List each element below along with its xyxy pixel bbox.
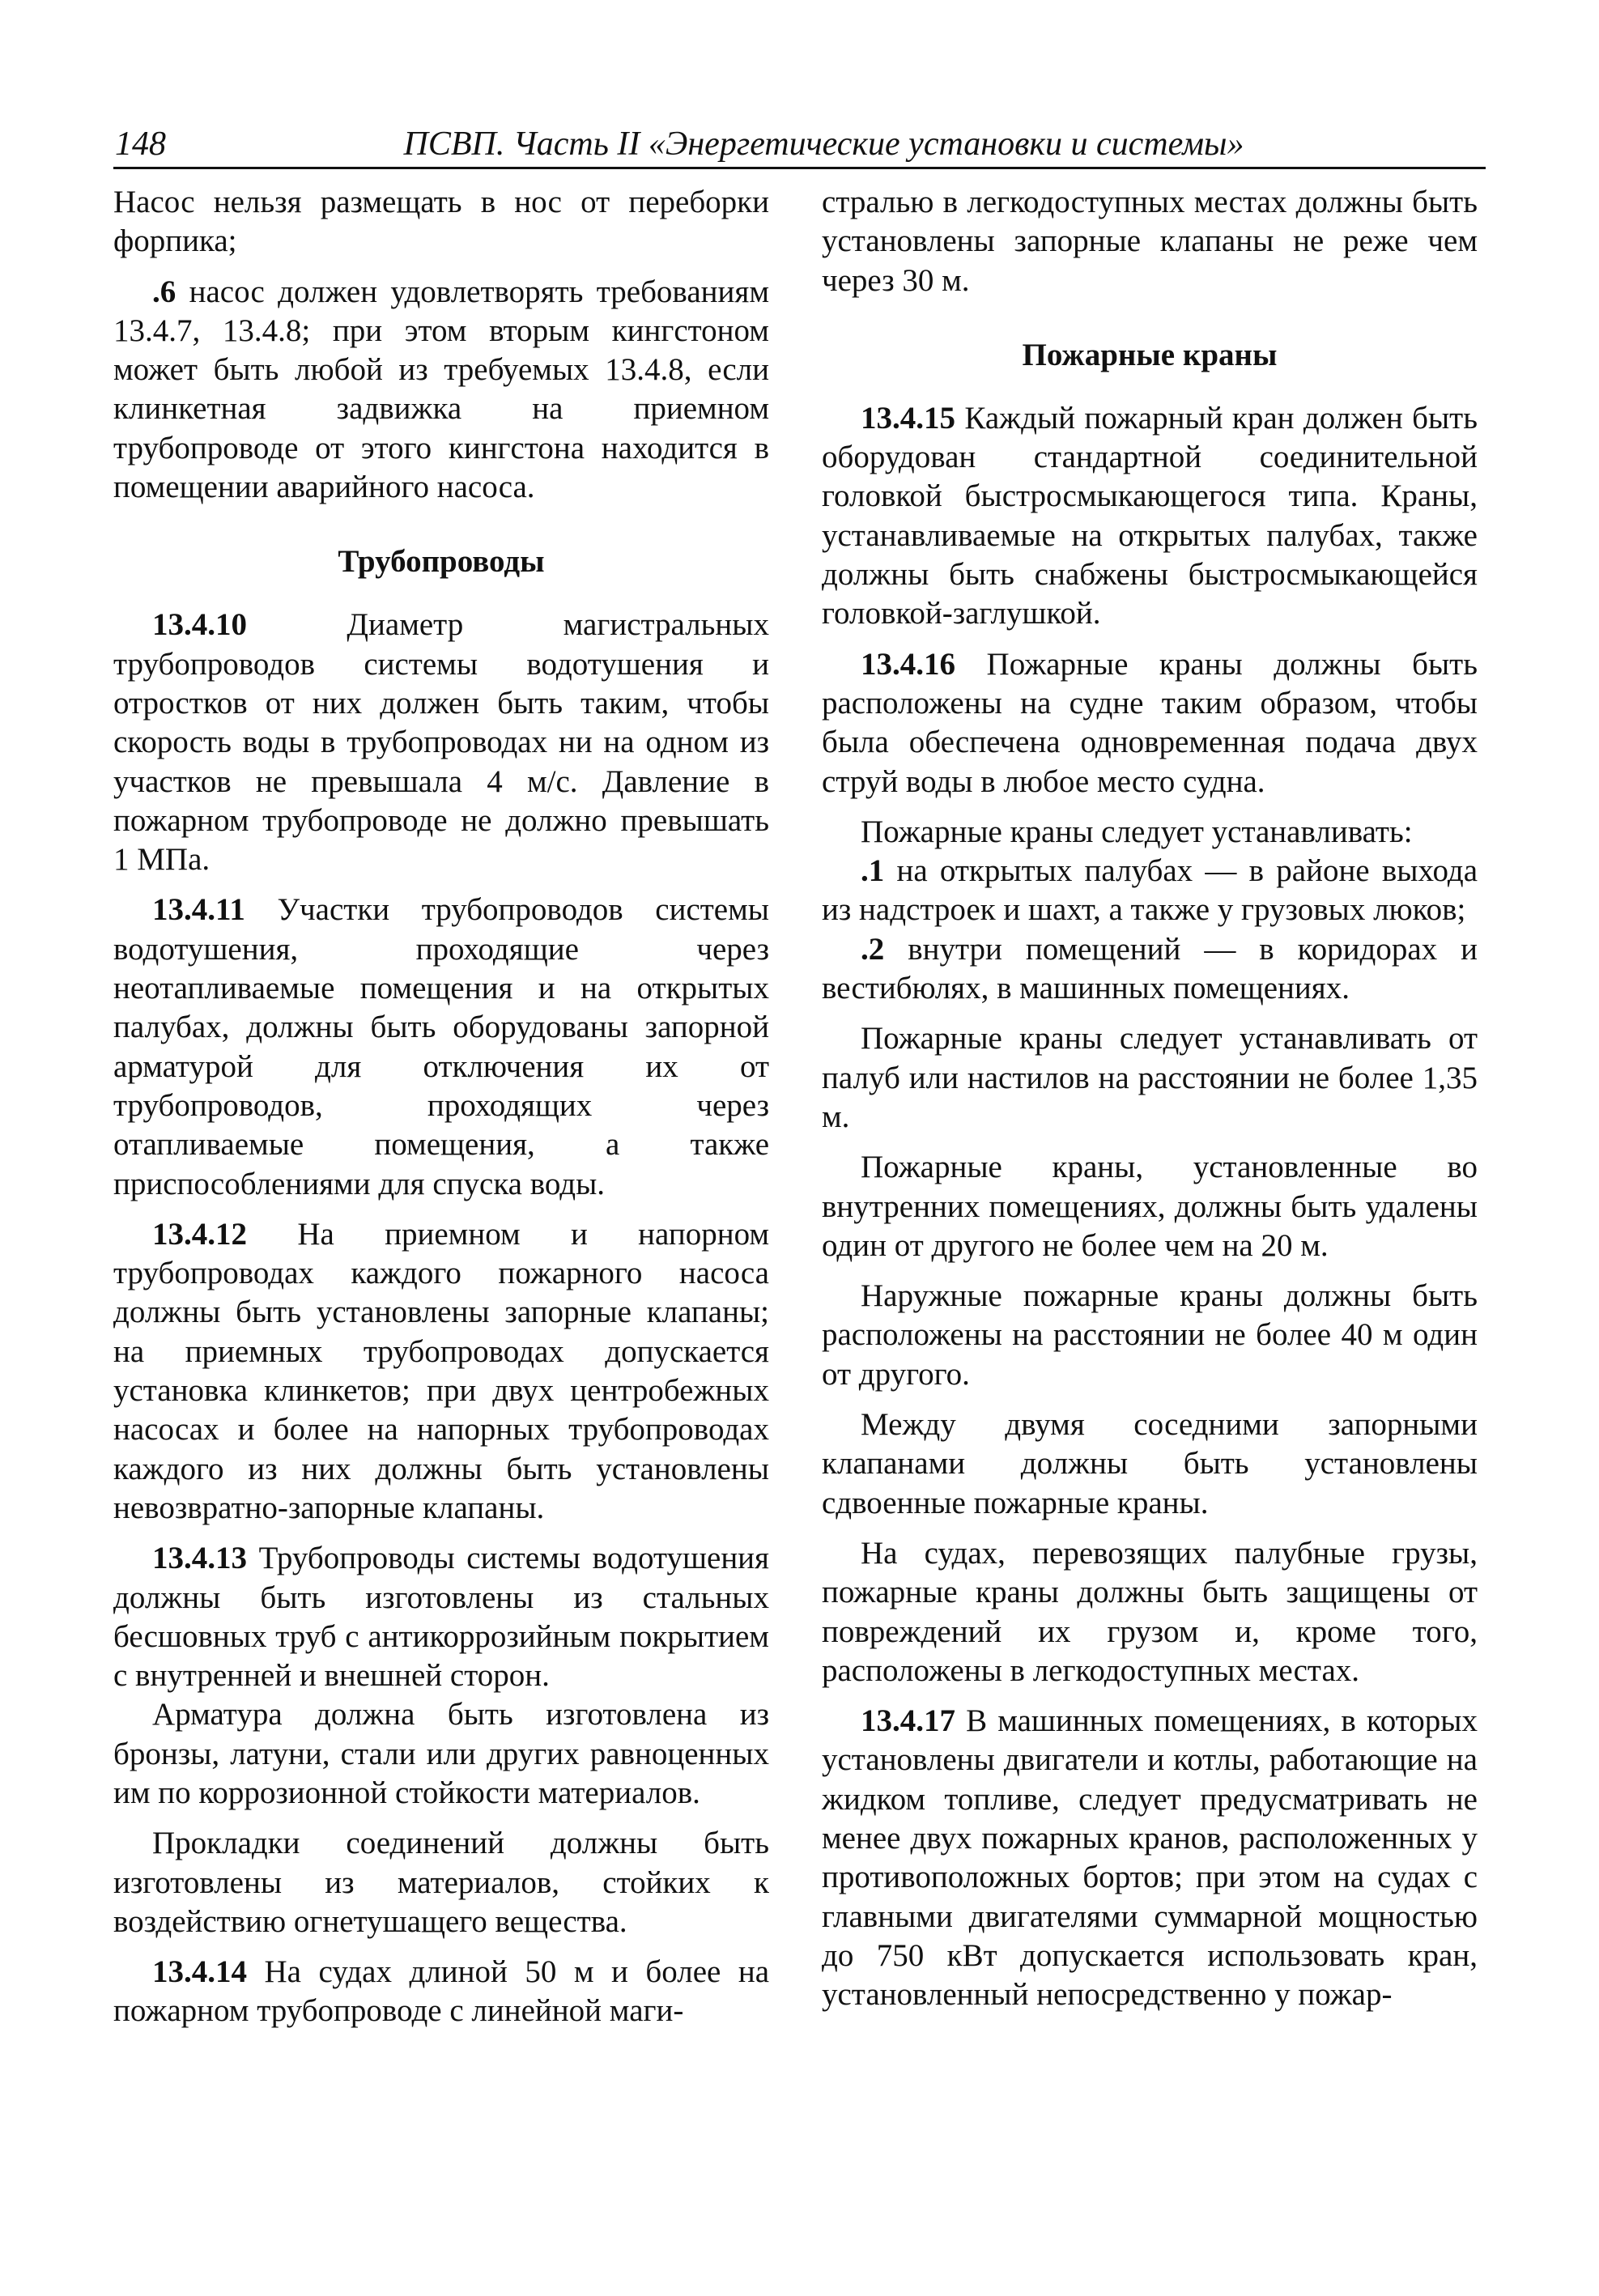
clause-text: Пожарные краны должны быть расположены на судне таким образом, чтобы была обеспечена одновременная подача двух струй воды в любое место судна. xyxy=(822,646,1478,799)
item-number: .1 xyxy=(861,853,885,889)
item-text: насос должен удовлетворять требованиям 13.4.7, 13.4.8; при этом вторым кингстоном может быть любой из требуемых 13.4.8, если клинкетная задвижка на приемном трубопроводе от этого кингстона находится в помещении аварийного насоса. xyxy=(113,274,769,505)
list-item-2 xyxy=(822,930,1478,1009)
clause-number: 13.4.15 xyxy=(861,400,955,436)
clause-13-4-10 xyxy=(113,606,769,879)
paragraph-external-spacing: Наружные пожарные краны должны быть расположены на расстоянии не более 40 м один от другого. xyxy=(822,1278,1478,1392)
clause-number: 13.4.11 xyxy=(152,892,245,928)
paragraph-pump-placement: Насос нельзя размещать в нос от переборки форпика; xyxy=(113,185,769,259)
right-column xyxy=(822,183,1478,2026)
clause-13-4-15 xyxy=(822,399,1478,634)
clause-13-4-16 xyxy=(822,645,1478,801)
paragraph-internal-spacing: Пожарные краны, установленные во внутренних помещениях, должны быть удалены один от другого не более чем на 20 м. xyxy=(822,1150,1478,1263)
paragraph-height: Пожарные краны следует устанавливать от палуб или настилов на расстоянии не более 1,35 м. xyxy=(822,1021,1478,1134)
clause-13-4-13 xyxy=(113,1539,769,1695)
section-heading-pipelines: Трубопроводы xyxy=(338,544,545,580)
paragraph-fittings: Арматура должна быть изготовлена из бронзы, латуни, стали или других равноценных им по коррозионной стойкости материалов. xyxy=(113,1697,769,1810)
paragraph-continuation: стралью в легкодоступных местах должны быть установлены запорные клапаны не реже чем через 30 м. xyxy=(822,185,1478,298)
item-text: на открытых палубах — в районе выхода из надстроек и шахт, а также у грузовых люков; xyxy=(822,853,1478,928)
clause-text: Участки трубопроводов системы водотушения, проходящие через неотапливаемые помещения и на открытых палубах, должны быть оборудованы запорной арматурой для отключения их от трубопроводов, проходящих через отапливаемые помещения, а также приспособлениями для спуска воды. xyxy=(113,892,769,1201)
clause-number: 13.4.12 xyxy=(152,1216,247,1252)
page-number: 148 xyxy=(115,125,166,163)
clause-13-4-14 xyxy=(113,1953,769,2031)
clause-13-4-11 xyxy=(113,891,769,1203)
left-column xyxy=(113,183,769,2043)
clause-13-4-17 xyxy=(822,1702,1478,2014)
clause-number: 13.4.10 xyxy=(152,607,247,643)
clause-text: На судах длиной 50 м и более на пожарном трубопроводе с линейной маги- xyxy=(113,1954,769,2029)
paragraph-item-6 xyxy=(113,273,769,508)
clause-text: В машинных помещениях, в которых установлены двигатели и котлы, работающие на жидком топливе, следует предусматривать не менее двух пожарных кранов, расположенных у противоположных бортов; при этом на судах с главными двигателями суммарной мощностью до 750 кВт допускается использовать кран, установленный непосредственно у пожар- xyxy=(822,1703,1478,2013)
clause-number: 13.4.16 xyxy=(861,646,955,682)
clause-number: 13.4.17 xyxy=(861,1703,955,1739)
paragraph-double-hydrants: Между двумя соседними запорными клапанами должны быть установлены сдвоенные пожарные краны. xyxy=(822,1407,1478,1520)
page-header xyxy=(113,121,1486,169)
item-number: .6 xyxy=(152,274,176,309)
paragraph-gaskets: Прокладки соединений должны быть изготовлены из материалов, стойких к воздействию огнетушащего вещества. xyxy=(113,1826,769,1939)
item-number: .2 xyxy=(861,931,885,967)
clause-number: 13.4.14 xyxy=(152,1954,247,1990)
list-item-1 xyxy=(822,852,1478,930)
paragraph-deck-cargo: На судах, перевозящих палубные грузы, пожарные краны должны быть защищены от повреждений их грузом и, кроме того, расположены в легкодоступных местах. xyxy=(822,1535,1478,1688)
paragraph-hydrant-install: Пожарные краны следует устанавливать: xyxy=(861,814,1413,849)
clause-13-4-12 xyxy=(113,1215,769,1528)
clause-text: Каждый пожарный кран должен быть оборудован стандартной соединительной головкой быстросмыкающегося типа. Краны, устанавливаемые на открытых палубах, также должны быть снабжены быстросмыкающейся головкой-заглушкой. xyxy=(822,400,1478,631)
section-heading-fire-hydrants: Пожарные краны xyxy=(1022,337,1278,372)
clause-text: Диаметр магистральных трубопроводов системы водотушения и отростков от них должен быть таким, чтобы скорость воды в трубопроводах ни на одном из участков не превышала 4 м/с. Давление в пожарном трубопроводе не должно превышать 1 МПа. xyxy=(113,607,769,878)
clause-text: На приемном и напорном трубопроводах каждого пожарного насоса должны быть установлены запорные клапаны; на приемных трубопроводах допускается установка клинкетов; при двух центробежных насосах и более на напорных трубопроводах каждого из них должны быть установлены невозвратно-запорные клапаны. xyxy=(113,1216,770,1525)
item-text: внутри помещений — в коридорах и вестибюлях, в машинных помещениях. xyxy=(822,931,1478,1006)
running-title: ПСВП. Часть II «Энергетические установки и системы» xyxy=(403,125,1244,163)
clause-number: 13.4.13 xyxy=(152,1541,247,1576)
clause-text: Трубопроводы системы водотушения должны быть изготовлены из стальных бесшовных труб с антикоррозийным покрытием с внутренней и внешней сторон. xyxy=(113,1541,769,1694)
